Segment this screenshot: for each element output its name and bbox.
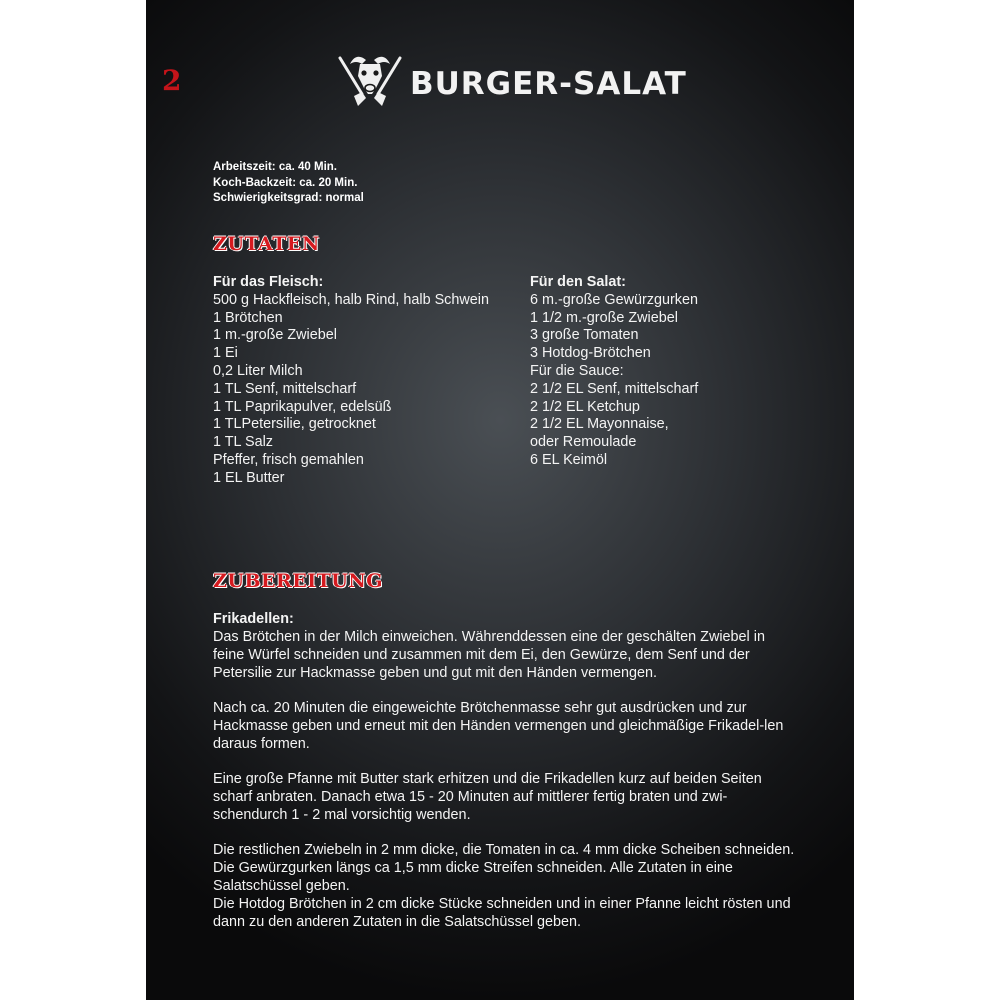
meat-ingredients (213, 274, 489, 488)
meat-title: Für das Fleisch: (213, 274, 324, 290)
list-item: 1 TLPetersilie, getrocknet (213, 416, 376, 433)
list-item: 2 1/2 EL Ketchup (530, 398, 640, 415)
ingredients-heading: ZUTATEN (213, 233, 320, 255)
list-item: 3 große Tomaten (530, 327, 639, 344)
list-item: 1 TL Paprikapulver, edelsüß (213, 398, 392, 415)
list-item: 0,2 Liter Milch (213, 362, 303, 379)
paragraph: Eine große Pfanne mit Butter stark erhitzen und die Frikadellen kurz auf beiden Seiten scharf anbraten. Danach etwa 15 - 20 Minuten auf mittlerer fertig braten und zwi-schendurch 1 - 2 mal vorsichtig wenden. (213, 771, 762, 823)
salad-ingredients (530, 274, 698, 470)
page-number: 2 (162, 64, 182, 97)
cook-time: Koch-Backzeit: ca. 20 Min. (213, 176, 358, 189)
recipe-page (146, 0, 854, 1000)
recipe-meta (213, 160, 364, 207)
list-item: Pfeffer, frisch gemahlen (213, 451, 364, 468)
list-item: 6 m.-große Gewürzgurken (530, 291, 698, 308)
bull-skull-crossed-knives-icon (332, 46, 408, 114)
paragraph: Die restlichen Zwiebeln in 2 mm dicke, die Tomaten in ca. 4 mm dicke Scheiben schneiden. Die Gewürzgurken längs ca 1,5 mm dicke Streifen schneiden. Alle Zutaten in eine Salatschüssel geben. (213, 842, 795, 894)
list-item: 2 1/2 EL Senf, mittelscharf (530, 380, 699, 397)
list-item: 1 TL Salz (213, 434, 273, 451)
list-item: 3 Hotdog-Brötchen (530, 345, 651, 362)
list-item: Für die Sauce: (530, 362, 624, 379)
list-item: 1 Ei (213, 345, 238, 362)
preparation-text (213, 610, 798, 931)
list-item: 1 1/2 m.-große Zwiebel (530, 309, 678, 326)
list-item: 1 TL Senf, mittelscharf (213, 380, 357, 397)
salad-title: Für den Salat: (530, 274, 626, 290)
recipe-title: BURGER-SALAT (410, 66, 687, 102)
work-time: Arbeitszeit: ca. 40 Min. (213, 161, 337, 173)
list-item: 500 g Hackfleisch, halb Rind, halb Schwein (213, 291, 489, 308)
paragraph: Die Hotdog Brötchen in 2 cm dicke Stücke schneiden und in einer Pfanne leicht rösten und dann zu den anderen Zutaten in die Salatschüssel geben. (213, 896, 791, 930)
list-item: oder Remoulade (530, 434, 637, 451)
difficulty: Schwierigkeitsgrad: normal (213, 192, 364, 204)
preparation-subtitle: Frikadellen: (213, 611, 294, 627)
paragraph: Nach ca. 20 Minuten die eingeweichte Brötchenmasse sehr gut ausdrücken und zur Hackmasse geben und erneut mit den Händen vermengen und gleichmäßige Frikadel-len daraus formen. (213, 700, 784, 752)
list-item: 1 m.-große Zwiebel (213, 327, 337, 344)
paragraph: Das Brötchen in der Milch einweichen. Währenddessen eine der geschälten Zwiebel in feine Würfel schneiden und zusammen mit dem Ei, den Gewürze, dem Senf und der Petersilie zur Hackmasse geben und gut mit den Händen vermengen. (213, 629, 765, 681)
list-item: 2 1/2 EL Mayonnaise, (530, 416, 669, 433)
preparation-heading: ZUBEREITUNG (213, 570, 383, 592)
list-item: 1 EL Butter (213, 469, 285, 486)
list-item: 6 EL Keimöl (530, 451, 608, 468)
list-item: 1 Brötchen (213, 309, 283, 326)
